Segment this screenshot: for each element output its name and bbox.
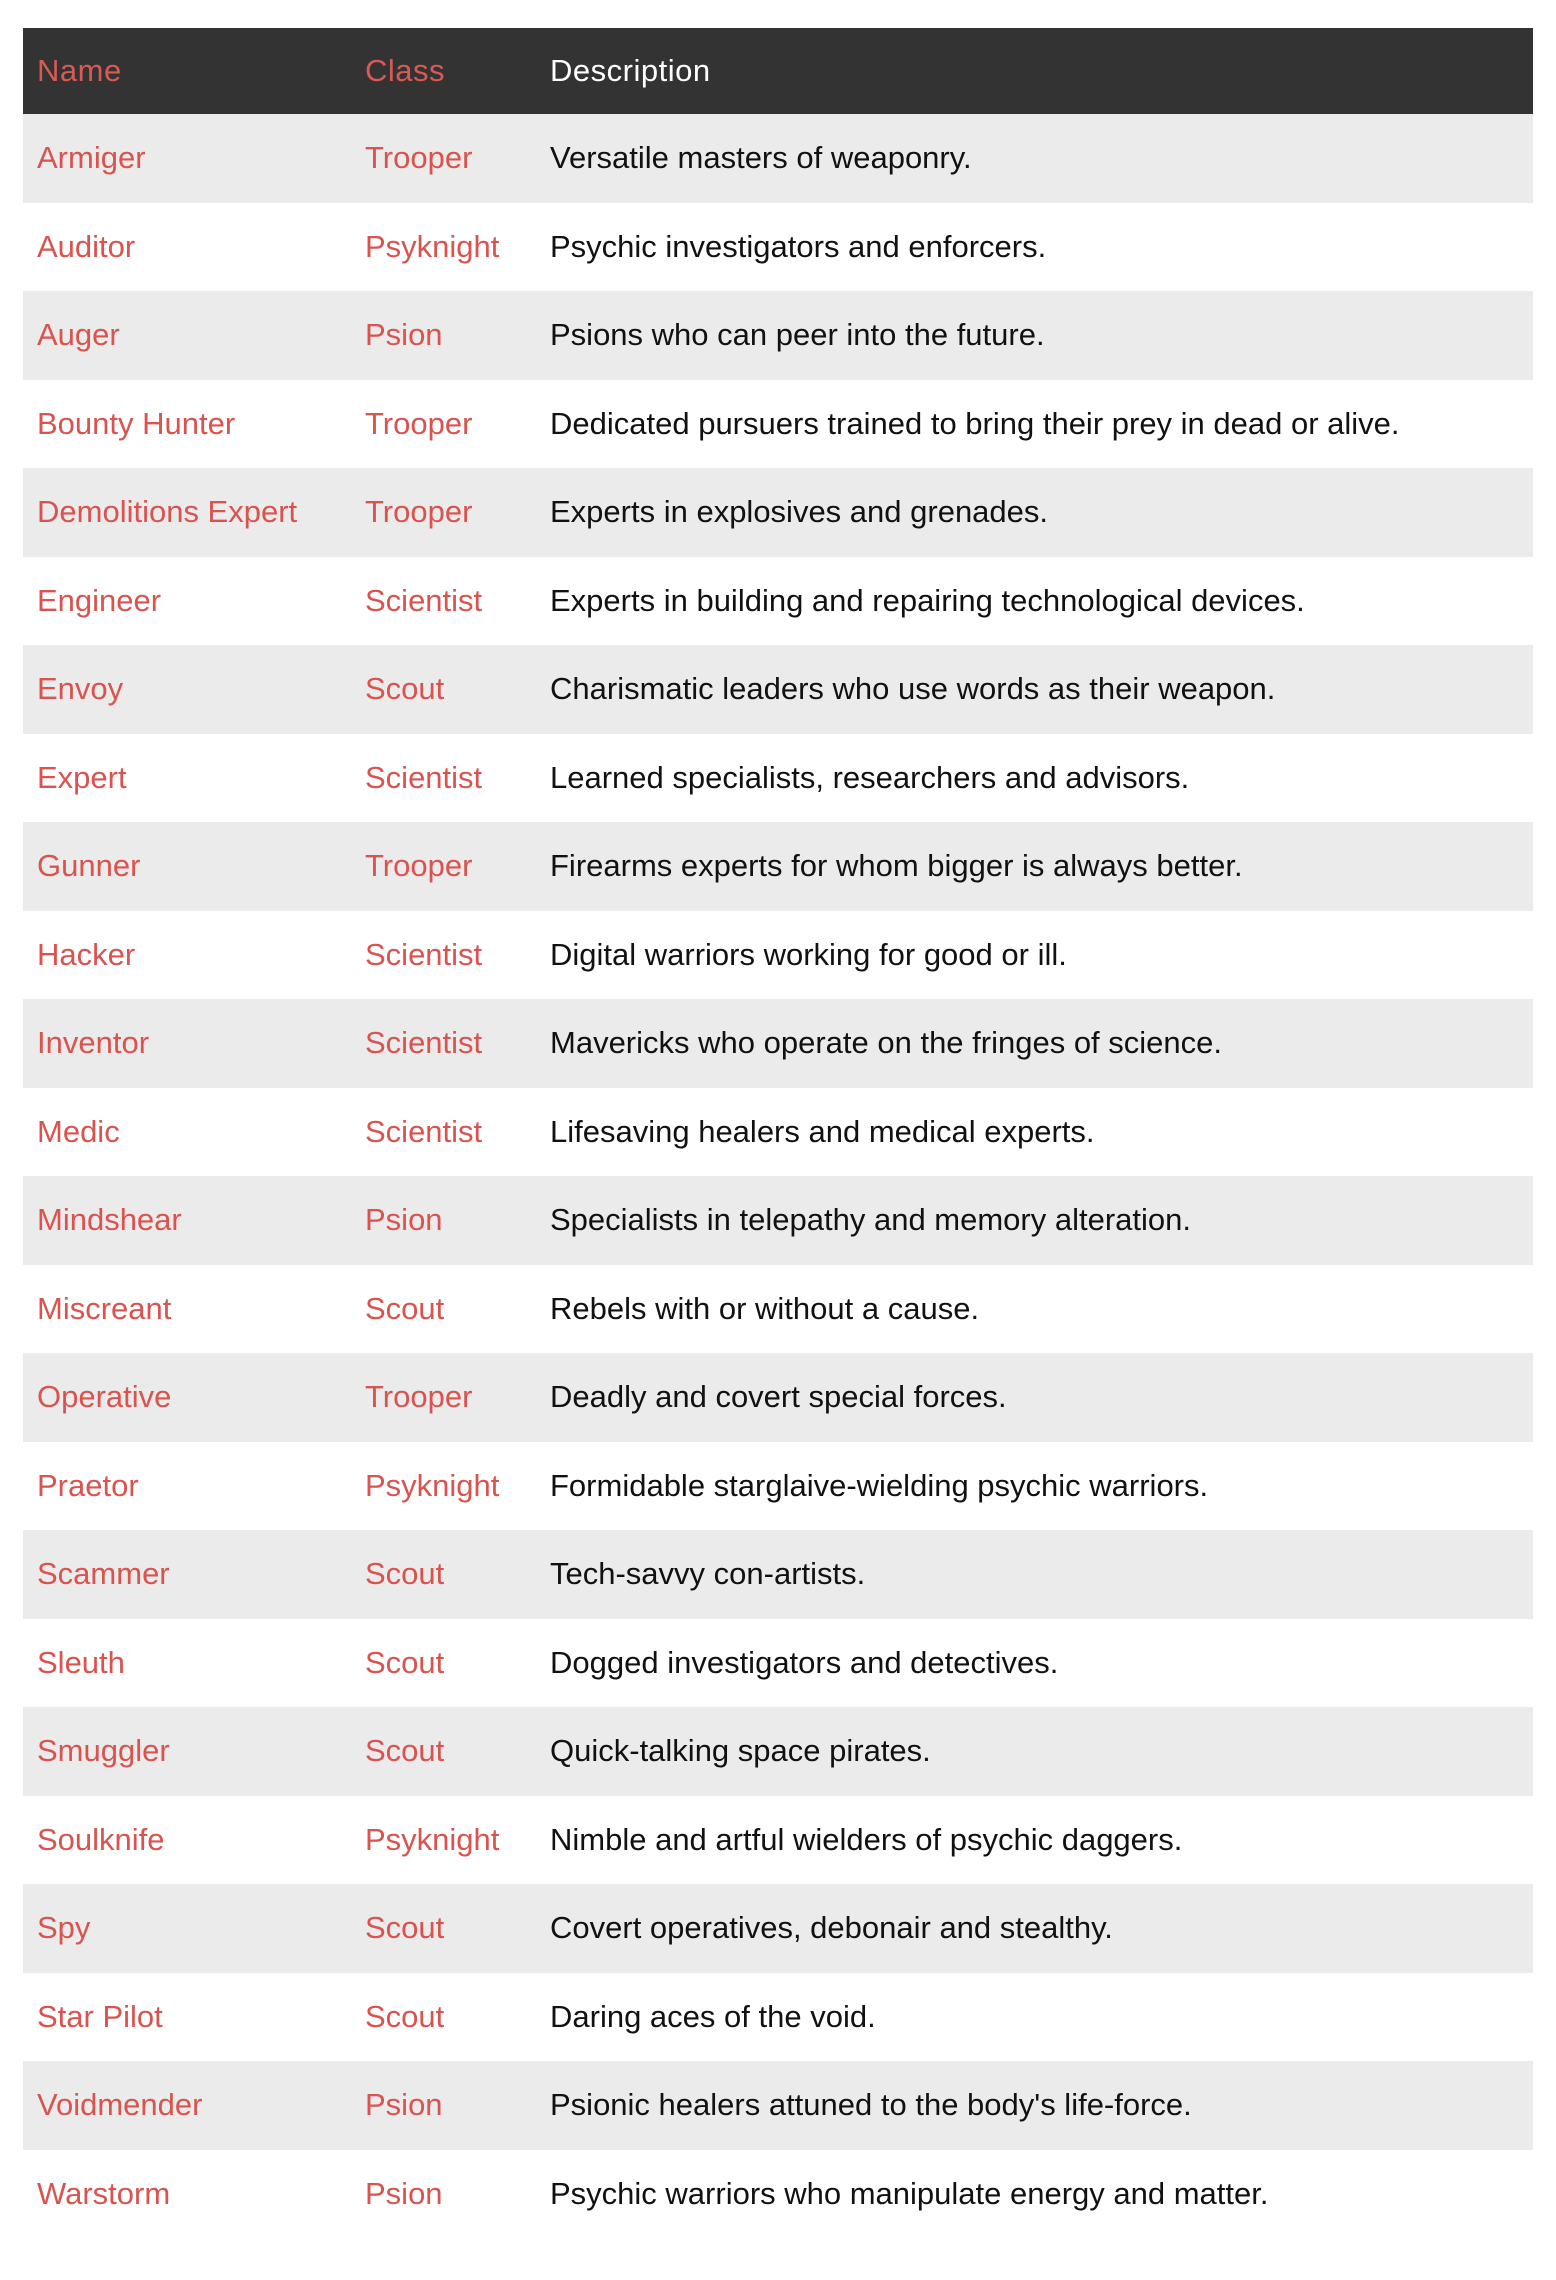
table-row: [23, 291, 1533, 380]
table-header: [23, 28, 1533, 114]
table-row: [23, 1707, 1533, 1796]
archetype-name-link[interactable]: Expert: [37, 759, 127, 795]
archetype-name-link[interactable]: Soulknife: [37, 1821, 165, 1857]
archetype-name-link[interactable]: Gunner: [37, 848, 141, 884]
archetype-class-link[interactable]: Scientist: [365, 759, 483, 795]
archetype-description: Firearms experts for whom bigger is always better.: [550, 848, 1243, 884]
archetype-description: Quick-talking space pirates.: [550, 1733, 931, 1769]
table-header-row: [23, 28, 1533, 114]
table-row: [23, 2061, 1533, 2150]
archetype-name-link[interactable]: Engineer: [37, 582, 162, 618]
table-row: [23, 557, 1533, 646]
table-row: [23, 114, 1533, 203]
archetype-description: Dogged investigators and detectives.: [550, 1644, 1059, 1680]
archetype-name-link[interactable]: Star Pilot: [37, 1998, 163, 2034]
archetype-name-link[interactable]: Warstorm: [37, 2175, 171, 2211]
archetype-description: Psychic warriors who manipulate energy and matter.: [550, 2175, 1269, 2211]
archetype-name-link[interactable]: Sleuth: [37, 1644, 125, 1680]
archetype-class-link[interactable]: Psyknight: [365, 1467, 500, 1503]
table-row: [23, 203, 1533, 292]
archetype-class-link[interactable]: Scientist: [365, 582, 483, 618]
archetype-table: [23, 28, 1533, 2238]
archetype-class-link[interactable]: Scout: [365, 1290, 445, 1326]
archetype-description: Experts in building and repairing technological devices.: [550, 582, 1305, 618]
archetype-description: Tech-savvy con-artists.: [550, 1556, 866, 1592]
archetype-name-link[interactable]: Smuggler: [37, 1733, 170, 1769]
archetype-class-link[interactable]: Trooper: [365, 848, 473, 884]
archetype-class-link[interactable]: Scout: [365, 1556, 445, 1592]
table-row: [23, 645, 1533, 734]
archetype-class-link[interactable]: Psyknight: [365, 228, 500, 264]
archetype-name-link[interactable]: Envoy: [37, 671, 124, 707]
table-row: [23, 1619, 1533, 1708]
archetype-description: Dedicated pursuers trained to bring their prey in dead or alive.: [550, 405, 1400, 441]
archetype-description: Psionic healers attuned to the body's life-force.: [550, 2087, 1192, 2123]
table-body: [23, 114, 1533, 2238]
table-row: [23, 468, 1533, 557]
table-row: [23, 1442, 1533, 1531]
archetype-name-link[interactable]: Mindshear: [37, 1202, 182, 1238]
table-row: [23, 822, 1533, 911]
archetype-description: Daring aces of the void.: [550, 1998, 876, 2034]
archetype-class-link[interactable]: Trooper: [365, 494, 473, 530]
archetype-description: Formidable starglaive-wielding psychic warriors.: [550, 1467, 1209, 1503]
table-row: [23, 734, 1533, 823]
archetype-class-link[interactable]: Trooper: [365, 405, 473, 441]
archetype-class-link[interactable]: Scout: [365, 671, 445, 707]
archetype-class-link[interactable]: Scientist: [365, 1025, 483, 1061]
archetype-description: Psychic investigators and enforcers.: [550, 228, 1047, 264]
archetype-class-link[interactable]: Psion: [365, 1202, 443, 1238]
archetype-description: Rebels with or without a cause.: [550, 1290, 980, 1326]
column-header-name[interactable]: Name: [37, 53, 122, 88]
archetype-class-link[interactable]: Scout: [365, 1733, 445, 1769]
table-row: [23, 380, 1533, 469]
archetype-name-link[interactable]: Miscreant: [37, 1290, 172, 1326]
table-row: [23, 1088, 1533, 1177]
archetype-description: Specialists in telepathy and memory alteration.: [550, 1202, 1191, 1238]
archetype-name-link[interactable]: Auger: [37, 317, 120, 353]
archetype-name-link[interactable]: Scammer: [37, 1556, 170, 1592]
archetype-class-link[interactable]: Psion: [365, 2175, 443, 2211]
table-row: [23, 1265, 1533, 1354]
archetype-description: Experts in explosives and grenades.: [550, 494, 1049, 530]
table-row: [23, 1884, 1533, 1973]
archetype-class-link[interactable]: Scientist: [365, 1113, 483, 1149]
table-row: [23, 1353, 1533, 1442]
archetype-class-link[interactable]: Trooper: [365, 140, 473, 176]
table-row: [23, 999, 1533, 1088]
archetype-name-link[interactable]: Praetor: [37, 1467, 139, 1503]
archetype-name-link[interactable]: Medic: [37, 1113, 120, 1149]
archetype-description: Learned specialists, researchers and advisors.: [550, 759, 1190, 795]
archetype-description: Versatile masters of weaponry.: [550, 140, 972, 176]
archetype-description: Lifesaving healers and medical experts.: [550, 1113, 1095, 1149]
archetype-name-link[interactable]: Operative: [37, 1379, 172, 1415]
archetype-description: Mavericks who operate on the fringes of science.: [550, 1025, 1223, 1061]
archetype-class-link[interactable]: Psion: [365, 317, 443, 353]
archetype-class-link[interactable]: Scout: [365, 1910, 445, 1946]
archetype-name-link[interactable]: Auditor: [37, 228, 136, 264]
archetype-table-container: [23, 28, 1533, 2238]
archetype-name-link[interactable]: Spy: [37, 1910, 91, 1946]
archetype-description: Charismatic leaders who use words as their weapon.: [550, 671, 1276, 707]
table-row: [23, 1796, 1533, 1885]
archetype-description: Digital warriors working for good or ill.: [550, 936, 1067, 972]
archetype-description: Covert operatives, debonair and stealthy.: [550, 1910, 1113, 1946]
archetype-description: Psions who can peer into the future.: [550, 317, 1045, 353]
archetype-class-link[interactable]: Scout: [365, 1998, 445, 2034]
column-header-description: Description: [550, 53, 711, 88]
table-row: [23, 911, 1533, 1000]
archetype-name-link[interactable]: Voidmender: [37, 2087, 203, 2123]
table-row: [23, 1530, 1533, 1619]
archetype-class-link[interactable]: Psion: [365, 2087, 443, 2123]
archetype-name-link[interactable]: Hacker: [37, 936, 136, 972]
archetype-name-link[interactable]: Inventor: [37, 1025, 150, 1061]
archetype-name-link[interactable]: Demolitions Expert: [37, 494, 298, 530]
column-header-class[interactable]: Class: [365, 53, 446, 88]
archetype-class-link[interactable]: Trooper: [365, 1379, 473, 1415]
archetype-description: Deadly and covert special forces.: [550, 1379, 1007, 1415]
table-row: [23, 1176, 1533, 1265]
archetype-description: Nimble and artful wielders of psychic daggers.: [550, 1821, 1183, 1857]
table-row: [23, 2150, 1533, 2239]
archetype-class-link[interactable]: Scout: [365, 1644, 445, 1680]
archetype-class-link[interactable]: Scientist: [365, 936, 483, 972]
archetype-name-link[interactable]: Bounty Hunter: [37, 405, 236, 441]
archetype-name-link[interactable]: Armiger: [37, 140, 146, 176]
table-row: [23, 1973, 1533, 2062]
archetype-class-link[interactable]: Psyknight: [365, 1821, 500, 1857]
